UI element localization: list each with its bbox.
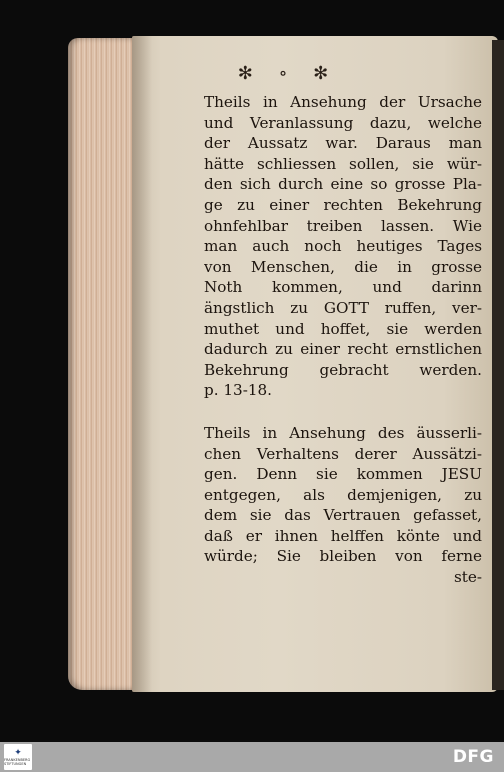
- text-line: ängstlich zu GOTT ruffen, ver-: [204, 298, 482, 317]
- catchword: ste-: [453, 568, 482, 587]
- text-line: und Veranlassung dazu, welche: [204, 113, 482, 132]
- foundation-logo: [4, 744, 32, 770]
- text-line: von Menschen, die in grosse: [204, 257, 482, 276]
- text-line: hätte schliessen sollen, sie wür-: [204, 154, 482, 173]
- text-line: chen Verhaltens derer Aussätzi-: [204, 444, 482, 463]
- dfg-logo: DFG: [452, 747, 494, 767]
- foundation-logo-text: FRANKENBERG STIFTUNGEN: [4, 758, 31, 766]
- text-line: p. 13-18.: [204, 381, 272, 400]
- ornament-header: ✻ ∘ ✻: [237, 63, 339, 84]
- text-line: gen. Denn sie kommen JESU: [204, 465, 482, 484]
- text-line: ohnfehlbar treiben lassen. Wie: [204, 216, 482, 235]
- text-line: Bekehrung gebracht werden.: [204, 360, 482, 379]
- text-line: dem sie das Vertrauen gefasset,: [204, 506, 482, 525]
- text-line: daß er ihnen helffen könte und: [204, 526, 482, 545]
- gutter-shadow: [132, 36, 152, 692]
- text-line: entgegen, als demjenigen, zu: [204, 485, 482, 504]
- text-line: den sich durch eine so grosse Pla-: [204, 175, 482, 194]
- paragraph-gap: [204, 401, 482, 423]
- text-line: würde; Sie bleiben von ferne: [204, 547, 482, 566]
- page-text: [204, 92, 482, 588]
- paragraph-1: [204, 92, 482, 401]
- text-line: Noth kommen, und darinn: [204, 278, 482, 297]
- paragraph-2: [204, 423, 482, 588]
- text-line: Theils in Ansehung des äusserli-: [204, 423, 482, 442]
- text-line: der Aussatz war. Daraus man: [204, 134, 482, 153]
- text-line: muthet und hoffet, sie werden: [204, 319, 482, 338]
- page-right-edge: [492, 40, 504, 690]
- text-line: man auch noch heutiges Tages: [204, 237, 482, 256]
- footer-bar: [0, 742, 504, 772]
- text-line: ge zu einer rechten Bekehrung: [204, 195, 482, 214]
- text-line: dadurch zu einer recht ernstlichen: [204, 340, 482, 359]
- foundation-logo-icon: ✦: [14, 748, 22, 758]
- text-line: Theils in Ansehung der Ursache: [204, 93, 482, 111]
